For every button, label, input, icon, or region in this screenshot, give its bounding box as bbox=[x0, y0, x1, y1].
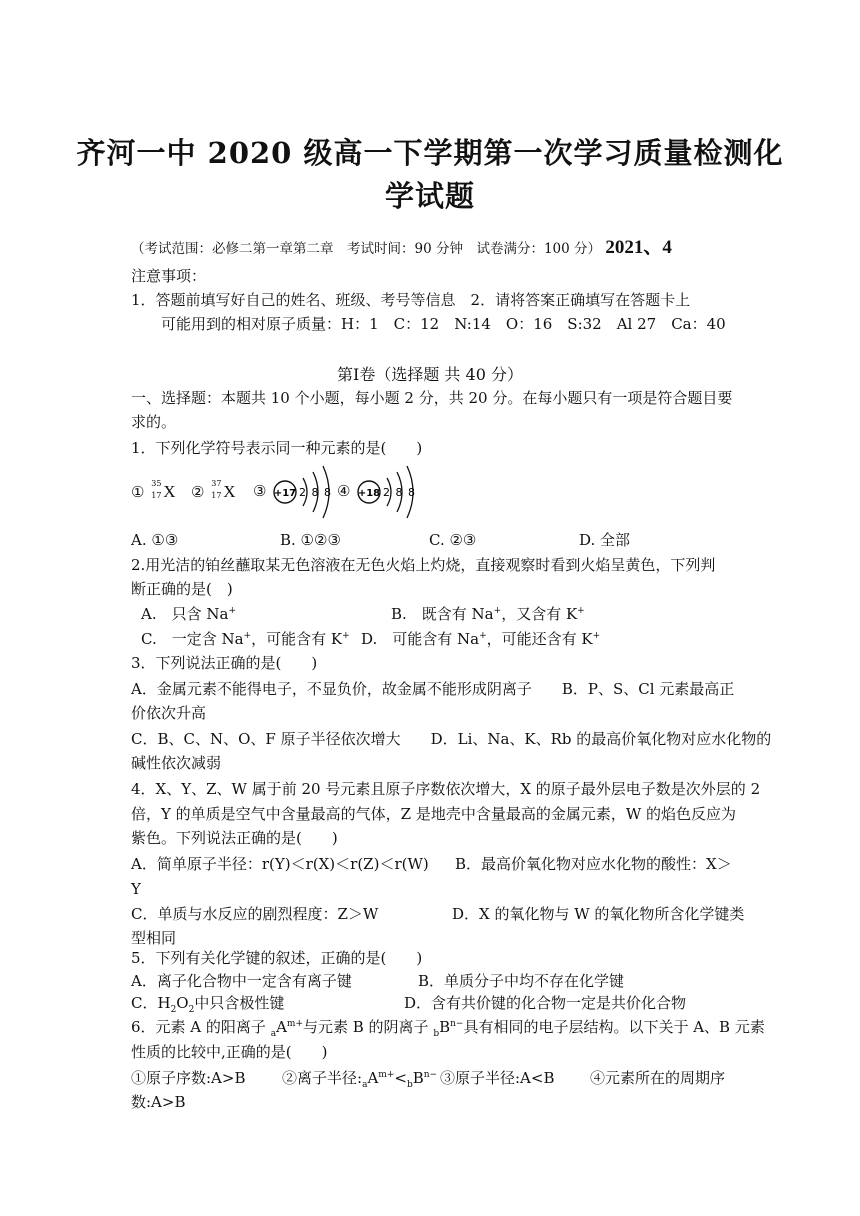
q1-item-3-core: +17 bbox=[273, 488, 297, 499]
q5-option-a: A．离子化合物中一定含有离子键 bbox=[131, 972, 352, 990]
q1-option-b: B. ①②③ bbox=[280, 531, 341, 549]
q2-option-a-text: A. 只含 Na bbox=[141, 605, 229, 623]
q1-option-c: C. ②③ bbox=[429, 531, 477, 549]
q2-option-b-text-2: ，又含有 K bbox=[501, 605, 578, 623]
exam-info bbox=[131, 232, 672, 259]
plus-sign: + bbox=[577, 606, 585, 616]
notice-line-1: 1．答题前填写好自己的姓名、班级、考号等信息 2．请将答案正确填写在答题卡上 bbox=[131, 291, 691, 309]
q1-item-2-z: 17 bbox=[211, 491, 222, 500]
q6-line-1-text-1: 6．元素 A 的阳离子 bbox=[131, 1018, 271, 1036]
notice-line-2: 可能用到的相对原子质量：H：1 C：12 N:14 O：16 S:32 Al 27 Ca：40 bbox=[161, 315, 726, 333]
q4-option-d: D．X 的氧化物与 W 的氧化物所含化学键类 bbox=[452, 905, 745, 923]
part1-instruction-1: 一、选择题：本题共 10 个小题，每小题 2 分，共 20 分。在每小题只有一项是符合题目要 bbox=[131, 389, 733, 407]
subscript: 2 bbox=[188, 1005, 195, 1015]
q4-option-c: C．单质与水反应的剧烈程度：Z＞W bbox=[131, 905, 379, 923]
q4-line-5: Y bbox=[131, 880, 141, 898]
q1-stem: 1．下列化学符号表示同一种元素的是( ) bbox=[131, 439, 423, 457]
less-than: < bbox=[394, 1069, 407, 1087]
ion-b-symbol: B bbox=[412, 1069, 424, 1087]
ion-a-charge: m+ bbox=[378, 1070, 395, 1080]
q2-option-c-text-1: C. 一定含 Na bbox=[141, 630, 244, 648]
q1-item-2-symbol: X bbox=[223, 482, 236, 501]
q1-item-2-mass: 37 bbox=[211, 479, 222, 488]
exam-scope-text: （考试范围：必修二第一章第二章 考试时间：90 分钟 试卷满分：100 分） bbox=[131, 241, 602, 257]
ion-b-symbol: B bbox=[439, 1018, 451, 1036]
q6-line-4: 数:A>B bbox=[131, 1093, 186, 1111]
q1-item-1 bbox=[131, 479, 176, 503]
q2-option-d-text-1: D. 可能含有 Na bbox=[361, 630, 480, 648]
q5-option-b: B．单质分子中均不存在化学键 bbox=[418, 972, 625, 990]
ion-a-prefix: a bbox=[270, 1029, 277, 1039]
ion-b-prefix: b bbox=[406, 1080, 413, 1090]
q2-option-c bbox=[141, 629, 350, 649]
q3-line-1: A．金属元素不能得电子，不显负价，故金属不能形成阴离子 B．P、S、Cl 元素最高正 bbox=[131, 680, 735, 698]
q2-stem-2: 断正确的是( ) bbox=[131, 580, 233, 598]
q2-option-b bbox=[391, 604, 585, 624]
q5-stem: 5．下列有关化学键的叙述，正确的是( ) bbox=[131, 949, 423, 967]
q3-line-3: C．B、C、N、O、F 原子半径依次增大 D．Li、Na、K、Rb 的最高价氧化物对应水化物的 bbox=[131, 730, 772, 748]
q1-item-4-shells: 2 8 8 bbox=[383, 486, 416, 499]
part1-instruction-2: 求的。 bbox=[131, 413, 177, 431]
q5-option-c bbox=[131, 993, 284, 1013]
plus-sign: + bbox=[342, 631, 350, 641]
q2-option-b-text-1: B. 既含有 Na bbox=[391, 605, 494, 623]
ion-a-symbol: A bbox=[276, 1018, 287, 1036]
q1-item-2-num: ② bbox=[191, 483, 205, 501]
q6-line-2: 性质的比较中,正确的是( ) bbox=[131, 1043, 328, 1061]
notice-heading: 注意事项： bbox=[131, 267, 207, 285]
q1-item-1-symbol: X bbox=[163, 482, 176, 501]
ion-a-prefix: a bbox=[362, 1080, 368, 1090]
q5-option-c-text-1: C．H bbox=[131, 994, 171, 1012]
q6-line-1-text-3: 具有相同的电子层结构。以下关于 A、B 元素 bbox=[463, 1018, 765, 1036]
q1-option-d: D. 全部 bbox=[579, 531, 631, 549]
q4-option-a: A．简单原子半径：r(Y)＜r(X)＜r(Z)＜r(W) bbox=[131, 855, 429, 873]
plus-sign: + bbox=[493, 606, 502, 616]
section-title: 第Ⅰ卷（选择题 共 40 分） bbox=[337, 365, 523, 384]
exam-title-line2: 学试题 bbox=[384, 179, 475, 213]
q6-item-2 bbox=[282, 1068, 437, 1088]
q1-item-2 bbox=[191, 479, 236, 503]
q1-item-3-shells: 2 8 8 bbox=[299, 486, 332, 499]
q4-line-1: 4．X、Y、Z、W 属于前 20 号元素且原子序数依次增大，X 的原子最外层电子数是次外层的 2 bbox=[131, 780, 761, 798]
ion-b-charge: n− bbox=[450, 1019, 464, 1029]
q6-item-3: ③原子半径:A<B bbox=[440, 1069, 555, 1087]
q6-item-2-text: ②离子半径: bbox=[282, 1069, 363, 1087]
q6-item-1: ①原子序数:A>B bbox=[131, 1069, 246, 1087]
q4-option-b: B．最高价氧化物对应水化物的酸性：X＞ bbox=[455, 855, 732, 873]
q1-option-a: A. ①③ bbox=[131, 531, 179, 549]
subscript: 2 bbox=[170, 1005, 177, 1015]
plus-sign: + bbox=[479, 631, 487, 641]
q5-option-c-text-2: O bbox=[176, 994, 189, 1012]
q6-line-1-text-2: 与元素 B 的阴离子 bbox=[302, 1018, 434, 1036]
q2-option-a bbox=[141, 604, 236, 624]
ion-a-symbol: A bbox=[367, 1069, 379, 1087]
q4-line-7: 型相同 bbox=[131, 929, 177, 947]
q1-item-4-num: ④ bbox=[337, 482, 351, 500]
ion-b-charge: n− bbox=[423, 1070, 438, 1080]
q2-option-d bbox=[361, 629, 600, 649]
q3-line-2: 价依次升高 bbox=[131, 704, 207, 722]
q3-stem: 3．下列说法正确的是( ) bbox=[131, 654, 318, 672]
q1-item-4-core: +18 bbox=[357, 488, 381, 499]
q3-line-4: 碱性依次减弱 bbox=[131, 754, 222, 772]
q2-stem-1: 2.用光洁的铂丝蘸取某无色溶液在无色火焰上灼烧，直接观察时看到火焰呈黄色，下列判 bbox=[131, 556, 716, 574]
q4-line-2: 倍，Y 的单质是空气中含量最高的气体，Z 是地壳中含量最高的金属元素，W 的焰色反应为 bbox=[131, 805, 737, 823]
q1-item-3-num: ③ bbox=[253, 482, 267, 500]
q1-item-1-z: 17 bbox=[151, 491, 162, 500]
exam-date: 2021、4 bbox=[605, 237, 672, 258]
q4-line-3: 紫色。下列说法正确的是( ) bbox=[131, 829, 338, 847]
atom-structure-diagram-17 bbox=[267, 464, 339, 520]
q2-option-c-text-2: ，可能含有 K bbox=[251, 630, 343, 648]
q6-item-4: ④元素所在的周期序 bbox=[590, 1069, 726, 1087]
ion-a-charge: m+ bbox=[286, 1019, 303, 1029]
ion-b-prefix: b bbox=[433, 1029, 440, 1039]
q2-option-d-text-2: ，可能还含有 K bbox=[486, 630, 593, 648]
q5-option-d: D．含有共价键的化合物一定是共价化合物 bbox=[404, 994, 687, 1012]
plus-sign: + bbox=[228, 606, 236, 616]
q6-line-1 bbox=[131, 1017, 765, 1037]
q1-item-1-num: ① bbox=[131, 483, 145, 501]
exam-title-line1: 齐河一中 2020 级高一下学期第一次学习质量检测化 bbox=[76, 136, 784, 170]
q5-option-c-text-3: 中只含极性键 bbox=[194, 994, 285, 1012]
atom-structure-diagram-18 bbox=[351, 464, 423, 520]
q1-item-1-mass: 35 bbox=[151, 479, 162, 488]
plus-sign: + bbox=[592, 631, 601, 641]
plus-sign: + bbox=[243, 631, 252, 641]
